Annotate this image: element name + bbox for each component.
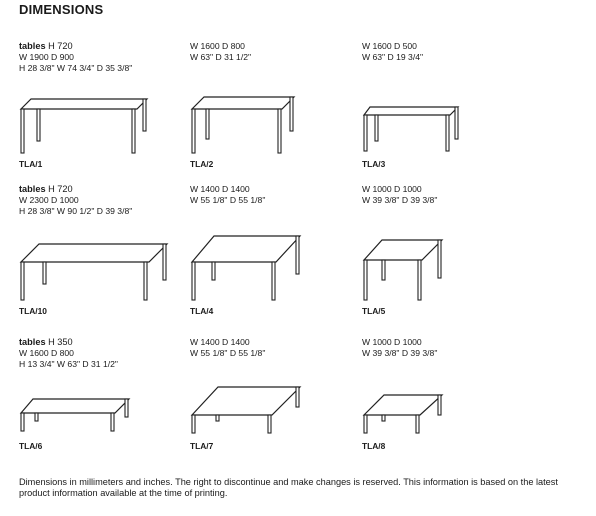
dimensions-mm: W 1400 D 1400 — [190, 337, 250, 347]
product-code: TLA/3 — [362, 159, 386, 169]
dimensions-inch: H 13 3/4" W 63" D 31 1/2" — [19, 359, 118, 369]
dimensions-mm: W 1600 D 800 — [190, 41, 245, 51]
table-item-tla-8 — [362, 337, 532, 451]
table-drawing — [190, 95, 300, 159]
dimensions-inch: W 55 1/8" D 55 1/8" — [190, 195, 266, 205]
table-heading: tables H 720 — [19, 41, 73, 51]
dimensions-mm: W 1600 D 800 — [19, 348, 74, 358]
dimensions-mm: W 1000 D 1000 — [362, 184, 422, 194]
dimensions-mm: W 1900 D 900 — [19, 52, 74, 62]
table-drawing — [19, 242, 169, 304]
table-drawing — [190, 234, 302, 304]
dimensions-inch: H 28 3/8" W 74 3/4" D 35 3/8" — [19, 63, 133, 73]
table-heading: tables H 720 — [19, 184, 73, 194]
table-drawing — [19, 97, 149, 159]
dimensions-mm: W 2300 D 1000 — [19, 195, 79, 205]
product-code: TLA/5 — [362, 306, 386, 316]
table-item-tla-1 — [19, 41, 189, 169]
product-code: TLA/8 — [362, 441, 386, 451]
product-code: TLA/7 — [190, 441, 214, 451]
page-title: DIMENSIONS — [19, 2, 104, 17]
table-drawing — [362, 238, 444, 304]
product-code: TLA/2 — [190, 159, 214, 169]
table-item-tla-4 — [190, 184, 360, 316]
table-item-tla-7 — [190, 337, 360, 451]
dimensions-inch: W 63" D 31 1/2" — [190, 52, 252, 62]
table-item-tla-3 — [362, 41, 532, 169]
table-item-tla-5 — [362, 184, 532, 316]
product-code: TLA/1 — [19, 159, 43, 169]
table-drawing — [190, 385, 302, 437]
dimensions-mm: W 1400 D 1400 — [190, 184, 250, 194]
table-drawing — [362, 105, 462, 161]
dimensions-mm: W 1000 D 1000 — [362, 337, 422, 347]
dimensions-inch: W 63" D 19 3/4" — [362, 52, 424, 62]
dimensions-mm: W 1600 D 500 — [362, 41, 417, 51]
footer-note: Dimensions in millimeters and inches. The right to discontinue and make changes is reserved. This information is based on the latest product information available at the time of printing. — [19, 477, 558, 498]
dimensions-inch: W 55 1/8" D 55 1/8" — [190, 348, 266, 358]
product-code: TLA/10 — [19, 306, 47, 316]
table-item-tla-10 — [19, 184, 189, 316]
table-item-tla-6 — [19, 337, 189, 451]
table-item-tla-2 — [190, 41, 360, 169]
dimensions-inch: H 28 3/8" W 90 1/2" D 39 3/8" — [19, 206, 133, 216]
dimensions-inch: W 39 3/8" D 39 3/8" — [362, 195, 438, 205]
product-code: TLA/4 — [190, 306, 214, 316]
dimensions-inch: W 39 3/8" D 39 3/8" — [362, 348, 438, 358]
table-heading: tables H 350 — [19, 337, 73, 347]
table-drawing — [19, 397, 131, 437]
table-drawing — [362, 393, 444, 437]
product-code: TLA/6 — [19, 441, 43, 451]
